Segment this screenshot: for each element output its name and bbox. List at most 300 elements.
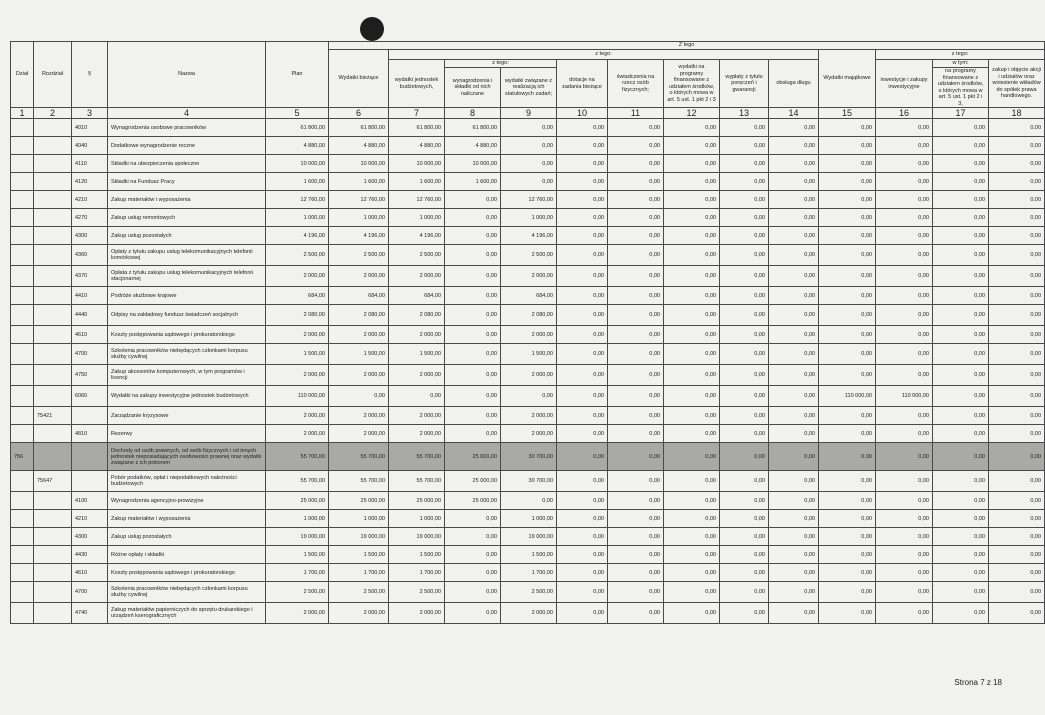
table-body <box>11 119 1045 624</box>
cell-dzial <box>11 209 34 227</box>
cell-value: 0,00 <box>933 305 989 326</box>
table-row <box>11 305 1045 326</box>
cell-value: 2 000,00 <box>389 326 445 344</box>
cell-value: 0,00 <box>876 305 933 326</box>
cell-value: 0,00 <box>720 245 769 266</box>
cell-value: 0,00 <box>557 492 608 510</box>
cell-value: 0,00 <box>819 266 876 287</box>
cell-value: 0,00 <box>769 407 819 425</box>
cell-value: 0,00 <box>876 209 933 227</box>
cell-value: 0,00 <box>720 603 769 624</box>
cell-value: 0,00 <box>819 528 876 546</box>
cell-value: 0,00 <box>608 492 664 510</box>
cell-rozdzial <box>34 173 72 191</box>
cell-value: 110 000,00 <box>819 386 876 407</box>
cell-rozdzial <box>34 564 72 582</box>
cell-value: 0,00 <box>989 155 1045 173</box>
cell-value: 0,00 <box>819 344 876 365</box>
header-plan: Plan <box>266 42 329 108</box>
cell-value: 0,00 <box>819 510 876 528</box>
cell-value: 0,00 <box>664 603 720 624</box>
table-header <box>11 42 1045 119</box>
cell-value: 0,00 <box>557 365 608 386</box>
cell-dzial <box>11 227 34 245</box>
cell-value: 0,00 <box>720 209 769 227</box>
cell-value: 0,00 <box>769 287 819 305</box>
cell-value: 0,00 <box>933 603 989 624</box>
cell-value: 0,00 <box>876 137 933 155</box>
cell-value: 0,00 <box>720 582 769 603</box>
column-number: 6 <box>329 108 389 119</box>
cell-rozdzial <box>34 386 72 407</box>
cell-value: 0,00 <box>608 582 664 603</box>
cell-value: 0,00 <box>608 305 664 326</box>
cell-value: 0,00 <box>933 443 989 471</box>
cell-value: 55 700,00 <box>266 443 329 471</box>
cell-value: 0,00 <box>819 305 876 326</box>
table-row <box>11 603 1045 624</box>
column-number: 9 <box>501 108 557 119</box>
cell-value: 0,00 <box>664 266 720 287</box>
table-row <box>11 287 1045 305</box>
cell-value: 2 000,00 <box>266 425 329 443</box>
cell-value: 110 000,00 <box>876 386 933 407</box>
cell-value: 0,00 <box>557 386 608 407</box>
cell-value: 0,00 <box>989 344 1045 365</box>
cell-value: 0,00 <box>876 266 933 287</box>
column-number: 15 <box>819 108 876 119</box>
cell-value: 0,00 <box>989 492 1045 510</box>
cell-paragraf: 4440 <box>72 305 108 326</box>
cell-paragraf: 4810 <box>72 425 108 443</box>
cell-value: 2 000,00 <box>389 603 445 624</box>
cell-value: 0,00 <box>557 326 608 344</box>
cell-value: 0,00 <box>989 119 1045 137</box>
cell-value: 0,00 <box>819 209 876 227</box>
cell-value: 1 500,00 <box>389 344 445 365</box>
cell-nazwa: Wynagrodzenia osobowe pracowników <box>108 119 266 137</box>
cell-value: 0,00 <box>769 191 819 209</box>
cell-value: 0,00 <box>933 407 989 425</box>
cell-value: 2 500,00 <box>266 582 329 603</box>
cell-value: 0,00 <box>876 245 933 266</box>
cell-value: 25 000,00 <box>445 443 501 471</box>
cell-paragraf: 4370 <box>72 266 108 287</box>
header-dzial: Dział <box>11 42 34 108</box>
cell-value: 0,00 <box>819 546 876 564</box>
cell-value: 0,00 <box>664 471 720 492</box>
cell-value: 0,00 <box>876 425 933 443</box>
header-zakup-akcji: zakup i objęcie akcji i udziałów oraz wniesienie wkładów do spółek prawa handlowego. <box>989 60 1045 108</box>
cell-value: 0,00 <box>445 365 501 386</box>
cell-dzial <box>11 492 34 510</box>
cell-nazwa: Koszty postępowania sądowego i prokuratorskiego <box>108 326 266 344</box>
column-number: 14 <box>769 108 819 119</box>
cell-value: 0,00 <box>769 326 819 344</box>
cell-value: 0,00 <box>876 528 933 546</box>
cell-value: 10 000,00 <box>266 155 329 173</box>
cell-rozdzial: 75421 <box>34 407 72 425</box>
cell-value: 2 000,00 <box>266 407 329 425</box>
cell-value: 2 080,00 <box>389 305 445 326</box>
cell-nazwa: Zakup materiałów i wyposażenia <box>108 510 266 528</box>
cell-value: 0,00 <box>819 119 876 137</box>
cell-value: 1 700,00 <box>266 564 329 582</box>
cell-value: 0,00 <box>608 287 664 305</box>
cell-value: 0,00 <box>720 191 769 209</box>
cell-value: 0,00 <box>501 119 557 137</box>
cell-value: 0,00 <box>819 365 876 386</box>
table-row <box>11 245 1045 266</box>
cell-value: 0,00 <box>501 386 557 407</box>
page-number: Strona 7 z 18 <box>954 678 1002 687</box>
header-z-tego-majatkowe: z tego: <box>876 50 1045 60</box>
cell-value: 0,00 <box>769 227 819 245</box>
cell-value: 0,00 <box>664 564 720 582</box>
cell-value: 1 000,00 <box>501 510 557 528</box>
cell-value: 0,00 <box>720 471 769 492</box>
cell-value: 0,00 <box>557 245 608 266</box>
cell-value: 0,00 <box>608 245 664 266</box>
column-number: 4 <box>108 108 266 119</box>
punch-hole <box>360 17 384 41</box>
cell-value: 0,00 <box>501 173 557 191</box>
cell-value: 0,00 <box>769 119 819 137</box>
column-number: 7 <box>389 108 445 119</box>
cell-paragraf: 4300 <box>72 227 108 245</box>
cell-value: 12 760,00 <box>501 191 557 209</box>
cell-paragraf: 4610 <box>72 326 108 344</box>
cell-value: 2 500,00 <box>389 245 445 266</box>
cell-value: 0,00 <box>876 155 933 173</box>
table-row <box>11 365 1045 386</box>
table-row <box>11 471 1045 492</box>
cell-value: 0,00 <box>769 266 819 287</box>
cell-value: 1 000,00 <box>266 510 329 528</box>
cell-value: 55 700,00 <box>329 471 389 492</box>
cell-dzial <box>11 245 34 266</box>
cell-value: 0,00 <box>664 287 720 305</box>
cell-value: 0,00 <box>876 326 933 344</box>
cell-dzial <box>11 471 34 492</box>
cell-value: 0,00 <box>557 287 608 305</box>
header-na-programy: na programy finansowane z udziałem środków, o których mowa w art. 5 ust. 1 pkt 2 i 3, <box>933 68 989 108</box>
cell-value: 0,00 <box>664 191 720 209</box>
cell-value: 0,00 <box>557 510 608 528</box>
column-number: 12 <box>664 108 720 119</box>
cell-value: 0,00 <box>557 173 608 191</box>
cell-value: 2 500,00 <box>329 245 389 266</box>
cell-value: 2 000,00 <box>329 266 389 287</box>
cell-value: 0,00 <box>608 365 664 386</box>
cell-value: 2 500,00 <box>501 245 557 266</box>
header-obsluga-dlugu: obsługa długu <box>769 60 819 108</box>
cell-paragraf: 4210 <box>72 510 108 528</box>
cell-value: 0,00 <box>989 425 1045 443</box>
cell-value: 0,00 <box>819 492 876 510</box>
table-row <box>11 582 1045 603</box>
cell-value: 1 700,00 <box>389 564 445 582</box>
cell-nazwa: Wydatki na zakupy inwestycyjne jednostek budżetowych <box>108 386 266 407</box>
cell-dzial <box>11 191 34 209</box>
cell-value: 0,00 <box>720 386 769 407</box>
cell-value: 0,00 <box>664 528 720 546</box>
cell-value: 0,00 <box>608 386 664 407</box>
budget-table <box>10 41 1045 624</box>
cell-value: 0,00 <box>445 425 501 443</box>
cell-value: 2 000,00 <box>329 365 389 386</box>
cell-rozdzial <box>34 209 72 227</box>
cell-paragraf: 4410 <box>72 287 108 305</box>
cell-rozdzial <box>34 546 72 564</box>
cell-value: 0,00 <box>557 425 608 443</box>
cell-value: 0,00 <box>933 492 989 510</box>
cell-value: 0,00 <box>989 305 1045 326</box>
cell-value: 25 000,00 <box>329 492 389 510</box>
cell-value: 55 700,00 <box>329 443 389 471</box>
cell-value: 0,00 <box>608 528 664 546</box>
cell-value: 0,00 <box>608 407 664 425</box>
cell-value: 1 000,00 <box>389 209 445 227</box>
table-row <box>11 209 1045 227</box>
cell-value: 0,00 <box>720 266 769 287</box>
cell-value: 2 000,00 <box>266 266 329 287</box>
cell-value: 0,00 <box>445 344 501 365</box>
cell-value: 1 600,00 <box>389 173 445 191</box>
cell-value: 0,00 <box>769 344 819 365</box>
header-dotacje: dotacje na zadania bieżące <box>557 60 608 108</box>
cell-value: 0,00 <box>720 564 769 582</box>
cell-value: 2 500,00 <box>501 582 557 603</box>
cell-value: 0,00 <box>769 492 819 510</box>
cell-value: 0,00 <box>557 227 608 245</box>
cell-rozdzial <box>34 266 72 287</box>
cell-value: 0,00 <box>769 155 819 173</box>
cell-dzial <box>11 582 34 603</box>
cell-value: 0,00 <box>557 191 608 209</box>
cell-value: 0,00 <box>769 137 819 155</box>
cell-value: 0,00 <box>557 603 608 624</box>
cell-paragraf: 4360 <box>72 245 108 266</box>
cell-rozdzial <box>34 528 72 546</box>
table-row <box>11 386 1045 407</box>
cell-value: 55 700,00 <box>389 443 445 471</box>
cell-value: 0,00 <box>720 510 769 528</box>
table-row <box>11 407 1045 425</box>
cell-value: 19 000,00 <box>329 528 389 546</box>
cell-value: 0,00 <box>769 528 819 546</box>
cell-value: 0,00 <box>769 365 819 386</box>
cell-value: 0,00 <box>989 227 1045 245</box>
cell-nazwa: Zakup akcesoriów komputerowych, w tym programów i licencji <box>108 365 266 386</box>
cell-value: 0,00 <box>933 425 989 443</box>
cell-nazwa: Dodatkowe wynagrodzenie roczne <box>108 137 266 155</box>
cell-nazwa: Zakup usług pozostałych <box>108 528 266 546</box>
cell-value: 0,00 <box>445 603 501 624</box>
cell-value: 0,00 <box>664 245 720 266</box>
cell-value: 0,00 <box>445 305 501 326</box>
cell-value: 0,00 <box>933 245 989 266</box>
cell-paragraf: 4270 <box>72 209 108 227</box>
header-wydatki-jednostek: wydatki jednostek budżetowych, <box>389 60 445 108</box>
cell-nazwa: Zakup usług remontowych <box>108 209 266 227</box>
cell-value: 0,00 <box>933 528 989 546</box>
table-row <box>11 528 1045 546</box>
cell-value: 0,00 <box>989 564 1045 582</box>
cell-value: 2 000,00 <box>501 425 557 443</box>
cell-dzial <box>11 365 34 386</box>
cell-value: 0,00 <box>720 137 769 155</box>
header-rozdzial: Rozdział <box>34 42 72 108</box>
cell-nazwa: Podróże służbowe krajowe <box>108 287 266 305</box>
cell-rozdzial <box>34 305 72 326</box>
column-number: 13 <box>720 108 769 119</box>
cell-value: 0,00 <box>445 266 501 287</box>
column-number: 18 <box>989 108 1045 119</box>
cell-value: 0,00 <box>664 173 720 191</box>
cell-rozdzial <box>34 344 72 365</box>
cell-value: 0,00 <box>989 287 1045 305</box>
cell-dzial <box>11 564 34 582</box>
header-z-tego: Z tego <box>329 42 1045 50</box>
cell-value: 0,00 <box>720 173 769 191</box>
cell-rozdzial <box>34 119 72 137</box>
cell-value: 0,00 <box>933 155 989 173</box>
cell-value: 0,00 <box>819 287 876 305</box>
header-wyplaty: wypłaty z tytułu poręczeń i gwarancji <box>720 60 769 108</box>
cell-value: 0,00 <box>989 582 1045 603</box>
table-row <box>11 137 1045 155</box>
cell-rozdzial <box>34 492 72 510</box>
column-number: 5 <box>266 108 329 119</box>
cell-value: 0,00 <box>876 546 933 564</box>
header-w-tym: w tym: <box>933 60 989 68</box>
cell-rozdzial <box>34 191 72 209</box>
cell-value: 0,00 <box>557 443 608 471</box>
cell-nazwa: Zarządzanie kryzysowe <box>108 407 266 425</box>
cell-value: 0,00 <box>445 528 501 546</box>
table-row <box>11 510 1045 528</box>
cell-rozdzial <box>34 326 72 344</box>
table-row <box>11 227 1045 245</box>
cell-value: 19 000,00 <box>389 528 445 546</box>
cell-nazwa: Odpisy na zakładowy fundusz świadczeń socjalnych <box>108 305 266 326</box>
cell-paragraf: 4100 <box>72 492 108 510</box>
cell-value: 0,00 <box>445 386 501 407</box>
cell-value: 0,00 <box>664 425 720 443</box>
header-swiadczenia: świadczenia na rzecz osób fizycznych; <box>608 60 664 108</box>
cell-value: 0,00 <box>876 119 933 137</box>
cell-dzial <box>11 510 34 528</box>
header-paragraf: § <box>72 42 108 108</box>
cell-value: 2 000,00 <box>329 603 389 624</box>
cell-value: 0,00 <box>557 155 608 173</box>
cell-value: 684,00 <box>501 287 557 305</box>
cell-rozdzial <box>34 603 72 624</box>
cell-value: 0,00 <box>557 266 608 287</box>
cell-value: 0,00 <box>769 173 819 191</box>
header-wydatki-programy: wydatki na programy finansowane z udziałem środków, o których mowa w art. 5 ust. 1 pkt 2 i 3 <box>664 60 720 108</box>
cell-value: 0,00 <box>819 227 876 245</box>
cell-value: 0,00 <box>445 227 501 245</box>
cell-value: 684,00 <box>389 287 445 305</box>
table-row <box>11 191 1045 209</box>
cell-value: 0,00 <box>769 209 819 227</box>
cell-nazwa: Składki na Fundusz Pracy <box>108 173 266 191</box>
cell-value: 0,00 <box>989 173 1045 191</box>
cell-value: 4 880,00 <box>266 137 329 155</box>
cell-nazwa: Pobór podatków, opłat i niepodatkowych należności budżetowych <box>108 471 266 492</box>
cell-value: 10 000,00 <box>389 155 445 173</box>
cell-value: 0,00 <box>608 344 664 365</box>
cell-value: 2 000,00 <box>501 365 557 386</box>
cell-value: 0,00 <box>989 546 1045 564</box>
cell-value: 2 000,00 <box>389 365 445 386</box>
cell-value: 1 000,00 <box>501 209 557 227</box>
cell-value: 0,00 <box>769 546 819 564</box>
cell-dzial <box>11 137 34 155</box>
cell-paragraf: 4120 <box>72 173 108 191</box>
cell-value: 30 700,00 <box>501 443 557 471</box>
cell-paragraf: 4210 <box>72 191 108 209</box>
cell-value: 0,00 <box>608 137 664 155</box>
cell-value: 0,00 <box>933 137 989 155</box>
cell-value: 0,00 <box>608 471 664 492</box>
cell-value: 61 800,00 <box>266 119 329 137</box>
cell-value: 0,00 <box>720 227 769 245</box>
cell-nazwa: Zakup materiałów i wyposażenia <box>108 191 266 209</box>
cell-value: 0,00 <box>608 266 664 287</box>
cell-value: 4 196,00 <box>389 227 445 245</box>
cell-value: 684,00 <box>266 287 329 305</box>
table-row <box>11 173 1045 191</box>
cell-value: 1 700,00 <box>501 564 557 582</box>
cell-nazwa: Koszty postępowania sądowego i prokuratorskiego <box>108 564 266 582</box>
cell-value: 0,00 <box>989 209 1045 227</box>
cell-value: 0,00 <box>720 407 769 425</box>
cell-value: 1 500,00 <box>329 546 389 564</box>
header-wydatki-majatkowe: Wydatki majątkowe <box>819 50 876 108</box>
column-number: 1 <box>11 108 34 119</box>
cell-dzial <box>11 425 34 443</box>
cell-value: 0,00 <box>445 582 501 603</box>
cell-value: 0,00 <box>933 365 989 386</box>
cell-value: 1 000,00 <box>329 510 389 528</box>
column-number: 11 <box>608 108 664 119</box>
cell-value: 30 700,00 <box>501 471 557 492</box>
cell-value: 0,00 <box>664 407 720 425</box>
cell-value: 0,00 <box>876 173 933 191</box>
cell-value: 0,00 <box>819 603 876 624</box>
cell-value: 0,00 <box>720 546 769 564</box>
cell-value: 0,00 <box>769 603 819 624</box>
cell-value: 0,00 <box>819 582 876 603</box>
cell-value: 0,00 <box>819 191 876 209</box>
cell-value: 4 880,00 <box>445 137 501 155</box>
cell-value: 12 760,00 <box>266 191 329 209</box>
table-row <box>11 155 1045 173</box>
cell-value: 0,00 <box>819 155 876 173</box>
cell-rozdzial <box>34 155 72 173</box>
cell-value: 0,00 <box>933 266 989 287</box>
cell-value: 0,00 <box>989 365 1045 386</box>
cell-value: 110 000,00 <box>266 386 329 407</box>
cell-value: 684,00 <box>329 287 389 305</box>
cell-value: 2 000,00 <box>501 603 557 624</box>
cell-value: 0,00 <box>557 209 608 227</box>
cell-value: 0,00 <box>720 119 769 137</box>
cell-value: 0,00 <box>876 471 933 492</box>
